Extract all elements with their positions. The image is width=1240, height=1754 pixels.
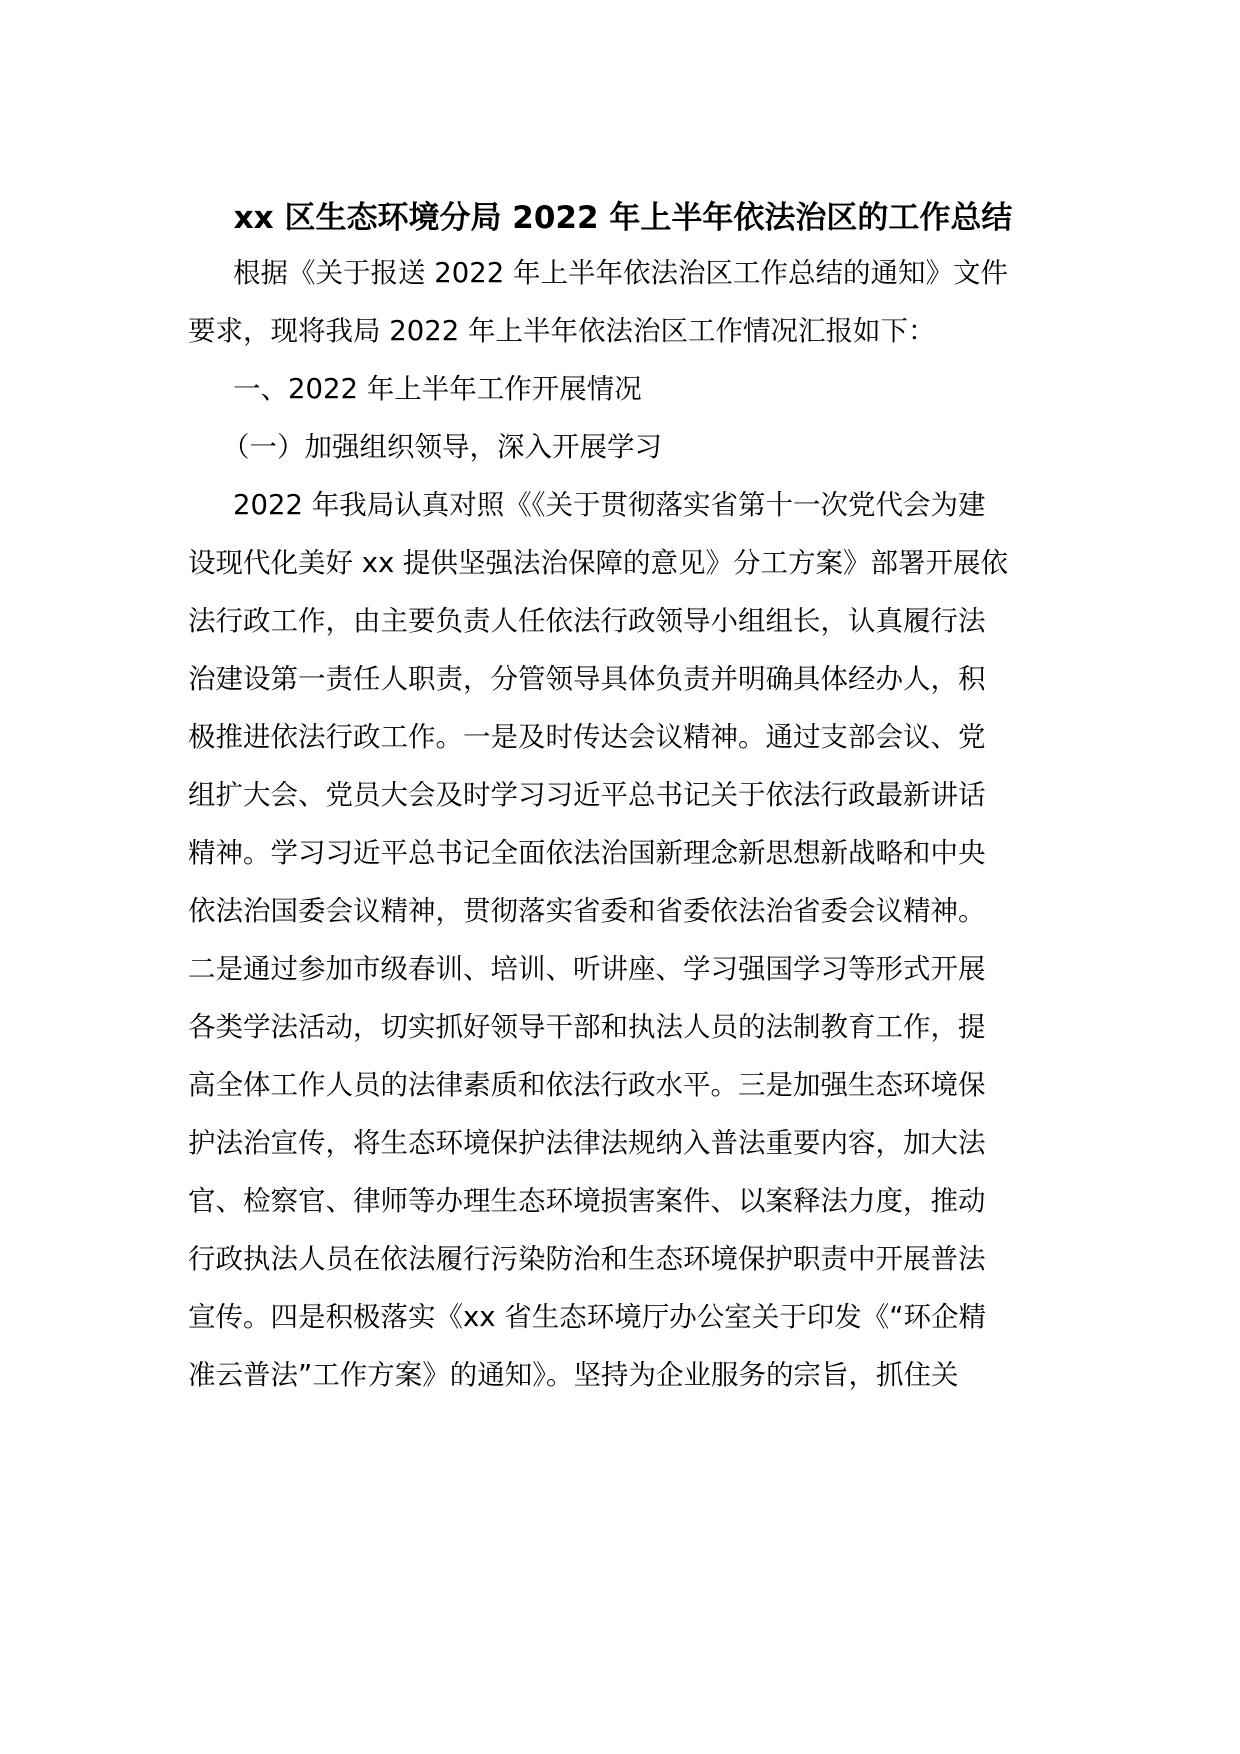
paragraph-line: 组扩大会、党员大会及时学习习近平总书记关于依法行政最新讲话 [188,779,986,811]
paragraph-line: 护法治宣传，将生态环境保护法律法规纳入普法重要内容，加大法 [188,1127,986,1159]
paragraph-line: 极推进依法行政工作。一是及时传达会议精神。通过支部会议、党 [188,721,986,753]
paragraph-line: 各类学法活动，切实抓好领导干部和执法人员的法制教育工作，提 [188,1011,986,1043]
paragraph-line: 官、检察官、律师等办理生态环境损害案件、以案释法力度，推动 [188,1185,986,1217]
paragraph-line: 行政执法人员在依法履行污染防治和生态环境保护职责中开展普法 [188,1243,986,1275]
paragraph-line: 依法治国委会议精神，贯彻落实省委和省委依法治省委会议精神。 [188,895,986,927]
document-title: xx 区生态环境分局 2022 年上半年依法治区的工作总结 [233,200,1013,236]
paragraph-line: 2022 年我局认真对照《《关于贯彻落实省第十一次党代会为建 [233,489,986,521]
subsection-heading: （一）加强组织领导，深入开展学习 [222,431,662,463]
paragraph-line: 要求，现将我局 2022 年上半年依法治区工作情况汇报如下： [188,315,936,347]
paragraph-line: 二是通过参加市级春训、培训、听讲座、学习强国学习等形式开展 [188,953,986,985]
paragraph-line: 精神。学习习近平总书记全面依法治国新理念新思想新战略和中央 [188,837,986,869]
paragraph-line: 设现代化美好 xx 提供坚强法治保障的意见》分工方案》部署开展依 [188,547,1009,579]
paragraph-line: 高全体工作人员的法律素质和依法行政水平。三是加强生态环境保 [188,1069,986,1101]
paragraph-line: 法行政工作，由主要负责人任依法行政领导小组组长，认真履行法 [188,605,986,637]
paragraph-line: 治建设第一责任人职责，分管领导具体负责并明确具体经办人，积 [188,663,986,695]
paragraph-line: 宣传。四是积极落实《xx 省生态环境厅办公室关于印发《“环企精 [188,1301,987,1333]
paragraph-line: 准云普法”工作方案》的通知》。坚持为企业服务的宗旨，抓住关 [188,1359,959,1391]
section-heading: 一、2022 年上半年工作开展情况 [233,373,642,405]
paragraph-line: 根据《关于报送 2022 年上半年依法治区工作总结的通知》文件 [233,257,1008,289]
